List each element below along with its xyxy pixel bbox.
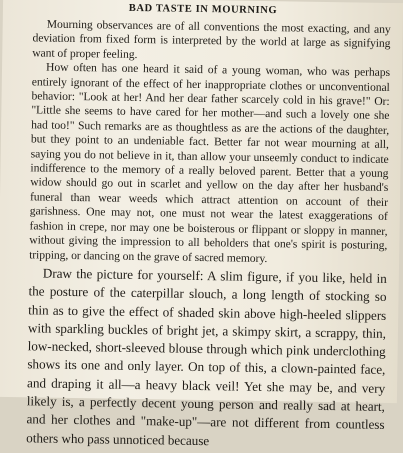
running-title: BAD TASTE IN MOURNING [128,2,278,17]
paragraph: How often has one heard it said of a young woman, who was perhaps entirely ignorant of the effect of her inappropriate clothes or unconventional behavior: "Look at her! And her dear father scarcely cold in his grave!" Or: "Little she seems to have cared for her mother—and such a lovely one she had too!" Such remarks are as thoughtless as are the actions of the daughter, but they point to an undeniable fact. Better far not wear mourning at all, saying you do not believe in it, than allow your unseemly conduct to indicate indifference to the memory of a really beloved parent. Better that a young widow should go out in scarlet and yellow on the day after her husband's funeral than wear weeds which attract attention on account of their garishness. One may not, one must not wear the latest exaggerations of fashion in crepe, nor may one be boisterous or flippant or sloppy in manner, without giving the impression to all beholders that one's spirit is posturing, tripping, or dancing on the grave of sacred memory. [29,60,391,265]
body-text [26,17,391,452]
paragraph: Mourning observances are of all conventions the most exacting, and any deviation from fixed form is interpreted by the world at large as signifying want of proper feeling. [32,17,391,61]
paragraph: Draw the picture for yourself: A slim figure, if you like, held in the posture of the caterpillar slouch, a long length of stocking so thin as to give the effect of shaded skin above high-heeled slippers with sparkling buckles of bright jet, a skimpy skirt, a scrappy, thin, low-necked, short-sleeved blouse through which pink underclothing shows its one and only layer. On top of this, a clown-painted face, and draping it all—a heavy black veil! Yet she may be, and very likely is, a perfectly decent young person and really sad at heart, and her clothes and "make-up"—are not different from countless others who pass unnoticed because [26,265,387,448]
